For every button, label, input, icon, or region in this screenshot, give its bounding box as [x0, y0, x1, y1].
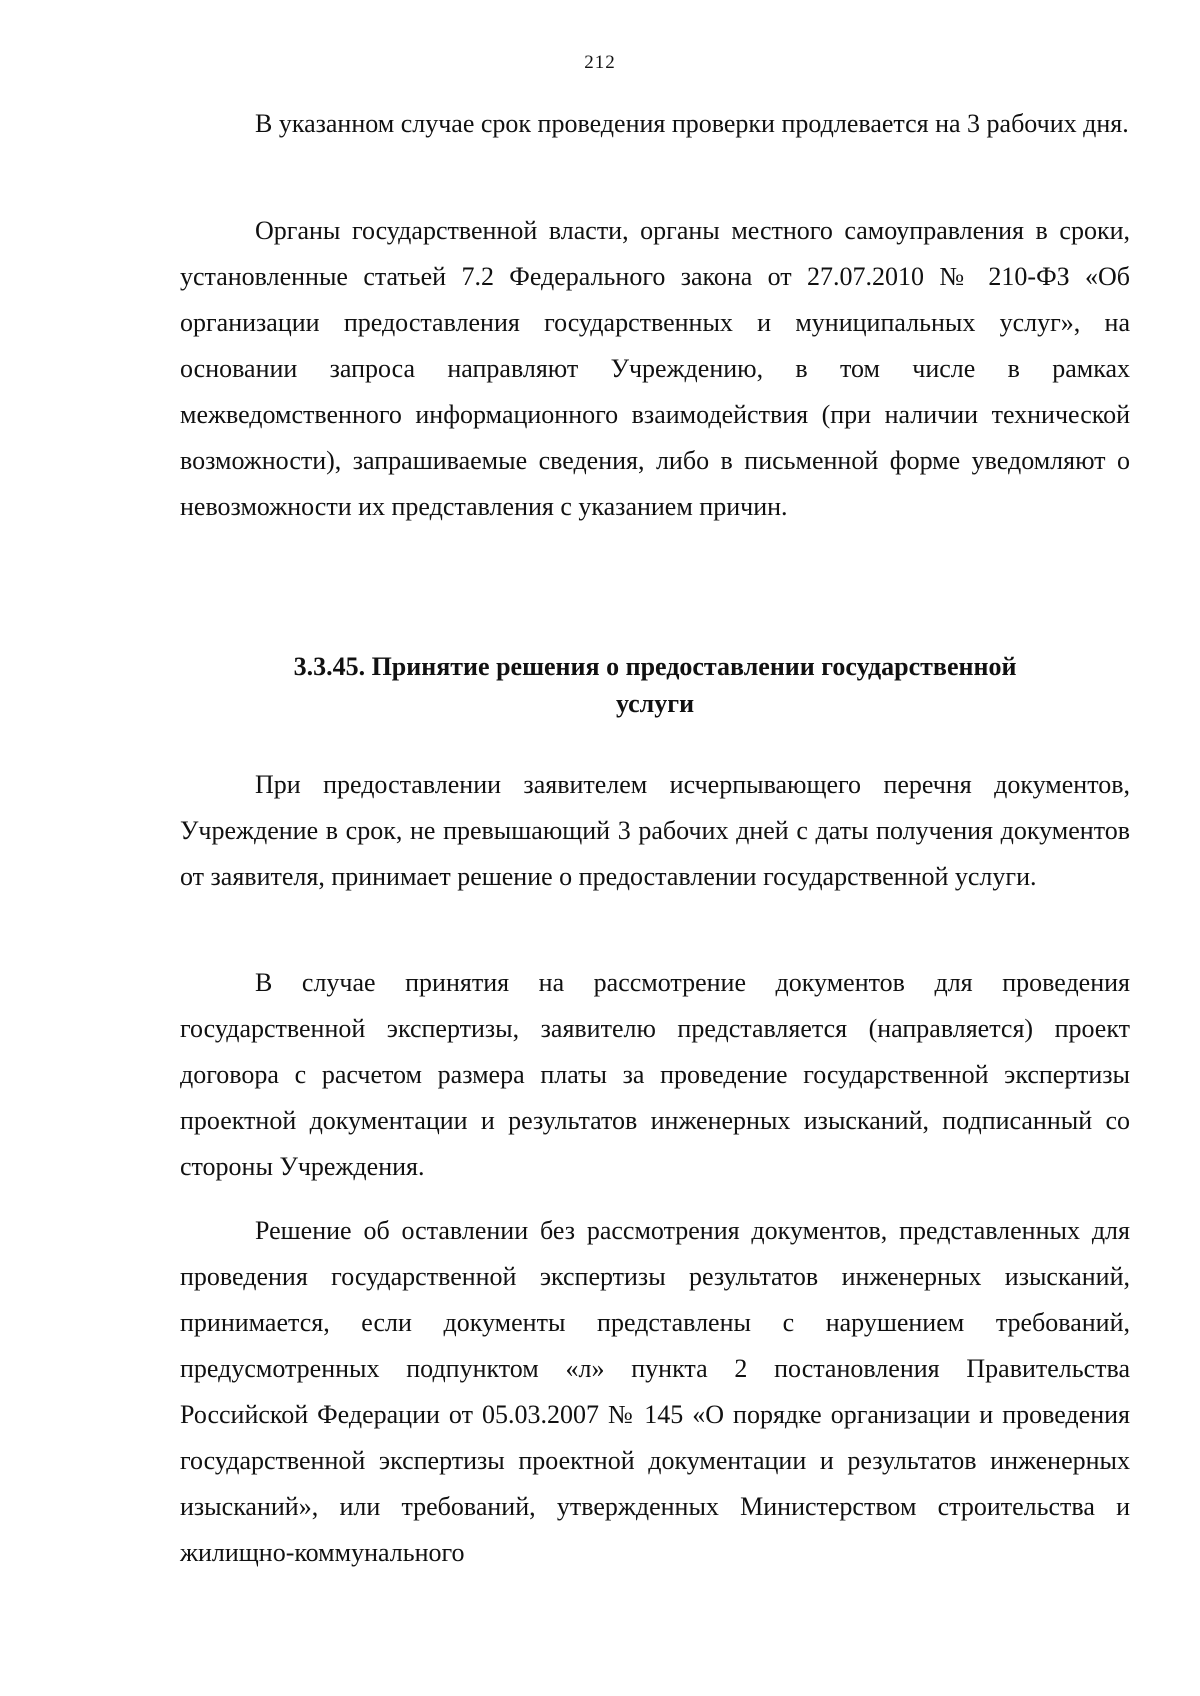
paragraph: При предоставлении заявителем исчерпывающего перечня документов, Учреждение в срок, не превышающий 3 рабочих дней с даты получения документов от заявителя, принимает решение о предоставлении государственной услуги. [180, 770, 1130, 891]
paragraph: Органы государственной власти, органы местного самоуправления в сроки, установленные статьей 7.2 Федерального закона от 27.07.2010 № 210-ФЗ «Об организации предоставления государственных и муниципальных услуг», на основании запроса направляют Учреждению, в том числе в рамках межведомственного информационного взаимодействия (при наличии технической возможности), запрашиваемые сведения, либо в письменной форме уведомляют о невозможности их представления с указанием причин. [180, 216, 1130, 521]
section-heading [180, 648, 1130, 722]
paragraph-extension-notice [180, 101, 1130, 147]
paragraph: В указанном случае срок проведения проверки продлевается на 3 рабочих дня. [255, 109, 1129, 138]
paragraph-contract-draft [180, 960, 1130, 1190]
paragraph: Решение об оставлении без рассмотрения документов, представленных для проведения государственной экспертизы результатов инженерных изысканий, принимается, если документы представлены с нарушением требований, предусмотренных подпунктом «л» пункта 2 постановления Правительства Российской Федерации от 05.03.2007 № 145 «О порядке организации и проведения государственной экспертизы проектной документации и результатов инженерных изысканий», или требований, утвержденных Министерством строительства и жилищно-коммунального [180, 1216, 1130, 1567]
section-heading-line-2: услуги [615, 689, 695, 718]
paragraph: В случае принятия на рассмотрение документов для проведения государственной экспертизы, заявителю представляется (направляется) проект договора с расчетом размера платы за проведение государственной экспертизы проектной документации и результатов инженерных изысканий, подписанный со стороны Учреждения. [180, 968, 1130, 1181]
paragraph-decision-term [180, 762, 1130, 900]
page-number: 212 [584, 52, 616, 73]
paragraph-rejection-decision [180, 1208, 1130, 1576]
section-heading-line-1: 3.3.45. Принятие решения о предоставлении государственной [293, 652, 1017, 681]
paragraph-authorities-response [180, 208, 1130, 530]
